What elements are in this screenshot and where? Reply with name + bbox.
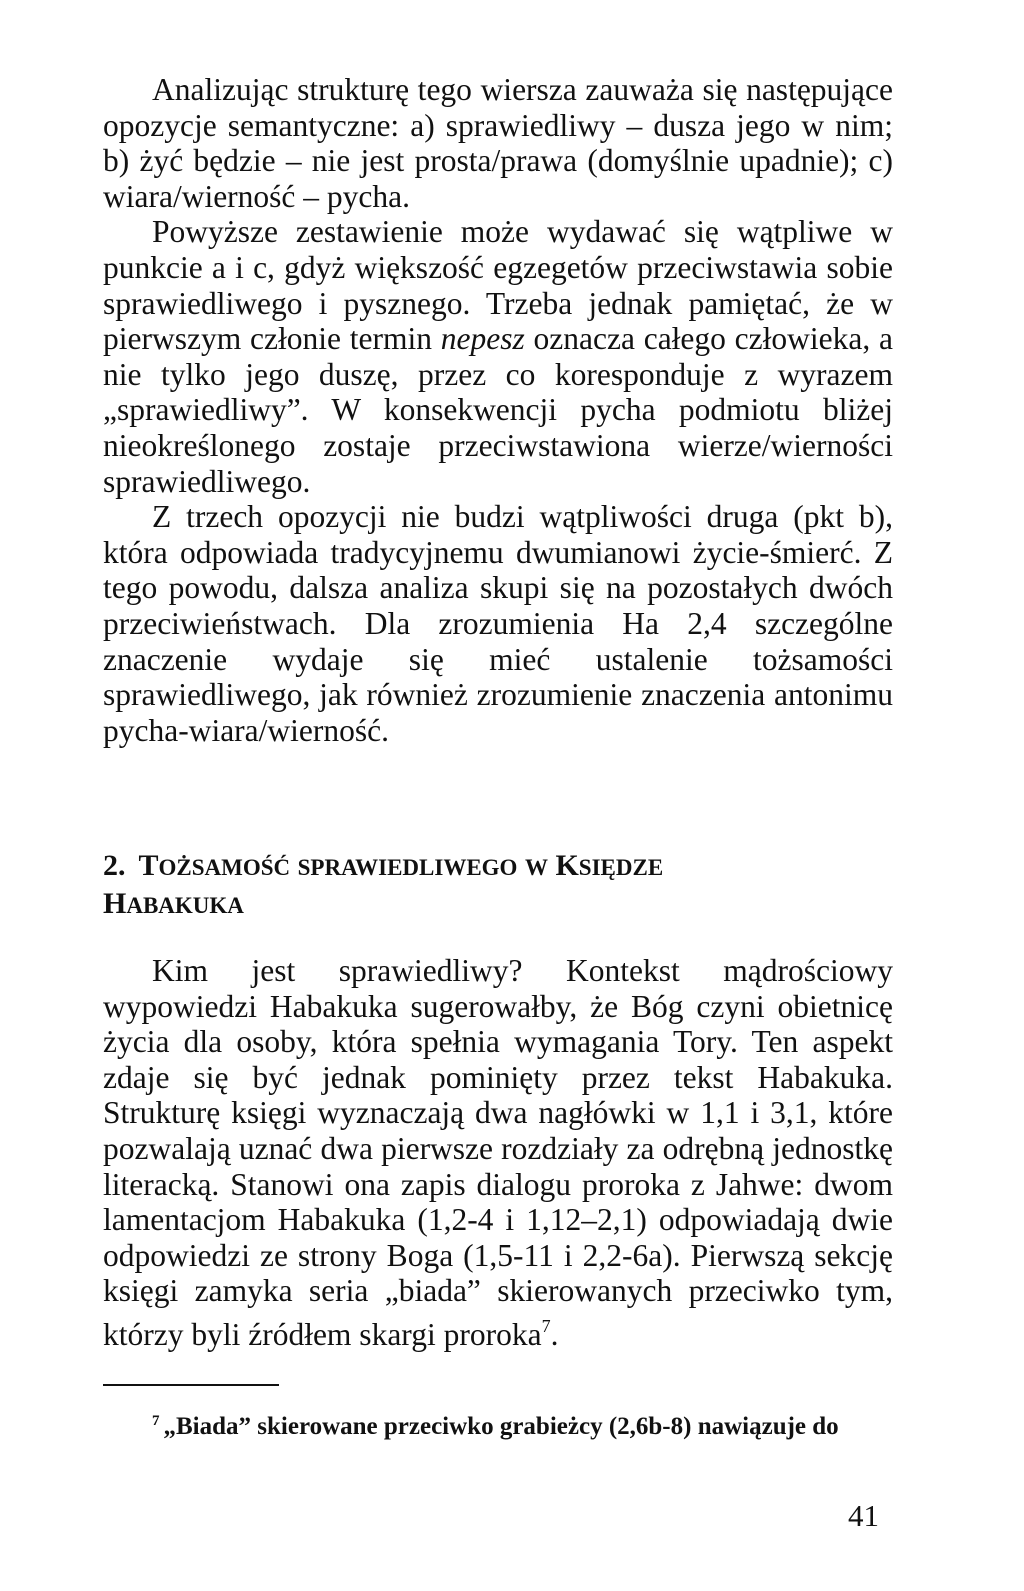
section-number: 2.	[103, 849, 126, 882]
heading-word-rest: SIĘDZE	[578, 855, 664, 880]
heading-word-rest: OŻSAMOŚĆ	[158, 855, 291, 880]
heading-word-cap: T	[138, 849, 159, 882]
page-number: 41	[848, 1498, 879, 1533]
footnote-text: „Biada” skierowane przeciwko grabieżcy (2,6b-8) nawiązuje do	[163, 1413, 839, 1440]
footnote-separator	[103, 1384, 279, 1386]
paragraph-who-is-righteous	[103, 953, 893, 1353]
heading-word-cap: K	[555, 849, 579, 882]
body-text-lower	[103, 953, 893, 1353]
paragraph-opposition-list	[103, 72, 893, 214]
term-nepesz: nepesz	[440, 321, 525, 357]
paragraph-text-continued: oznacza całego człowieka, a nie tylko jego duszę, przez co koresponduje z wyrazem „sprawiedliwy”. W konsekwencji pycha podmiotu bliżej nieokreślonego zostaje przeciwstawiona wierze/wierności sprawiedliwego.	[103, 321, 894, 499]
heading-word-cap: H	[103, 886, 127, 920]
paragraph-text: Z trzech opozycji nie budzi wątpliwości druga (pkt b), która odpowiada tradycyjnemu dwumianowi życie-śmierć. Z tego powodu, dalsza analiza skupi się na pozostałych dwóch przeciwieństwach. Dla zrozumienia Ha 2,4 szczególne znaczenie wydaje się mieć ustalenie tożsamości sprawiedliwego, jak również zrozumienie znaczenia antonimu pycha-wiara/wierność.	[103, 499, 893, 748]
body-text-upper	[103, 72, 893, 748]
footnote	[103, 1405, 893, 1443]
paragraph-end: .	[550, 1316, 559, 1352]
paragraph-text: Analizując strukturę tego wiersza zauważa się następujące opozycje semantyczne: a) sprawiedliwy – dusza jego w nim; b) żyć będzie – nie jest prosta/prawa (domyślnie upadnie); c) wiara/wierność – pycha.	[103, 72, 893, 214]
paragraph-text: Powyższe zestawienie może wydawać się wątpliwe w punkcie a i c, gdyż większość egzegetów przeciwstawia sobie sprawiedliwego i pysznego. Trzeba jednak pamiętać, że w pierwszym członie termin	[103, 214, 893, 357]
paragraph-commentary	[103, 214, 893, 499]
paragraph-three-oppositions	[103, 499, 893, 748]
footnote-number: 7	[152, 1413, 160, 1429]
footnote-reference[interactable]: 7	[541, 1315, 551, 1336]
heading-word-rest: SPRAWIEDLIWEGO	[297, 855, 518, 880]
heading-word-rest: W	[524, 855, 548, 880]
section-heading	[103, 848, 893, 923]
paragraph-text: Kim jest sprawiedliwy? Kontekst mądrościowy wypowiedzi Habakuka sugerowałby, że Bóg czyni obietnicę życia dla osoby, która spełnia wymagania Tory. Ten aspekt zdaje się być jednak pominięty przez tekst Habakuka. Strukturę księgi wyznaczają dwa nagłówki w 1,1 i 3,1, które pozwalają uznać dwa pierwsze rozdziały za odrębną jednostkę literacką. Stanowi ona zapis dialogu proroka z Jahwe: dwom lamentacjom Habakuka (1,2-4 i 1,12–2,1) odpowiadają dwie odpowiedzi ze strony Boga (1,5-11 i 2,2-6a). Pierwszą sekcję księgi zamyka seria „biada” skierowanych przeciwko tym, którzy byli źródłem skargi proroka	[103, 953, 893, 1352]
heading-word-rest: ABAKUKA	[126, 892, 244, 918]
